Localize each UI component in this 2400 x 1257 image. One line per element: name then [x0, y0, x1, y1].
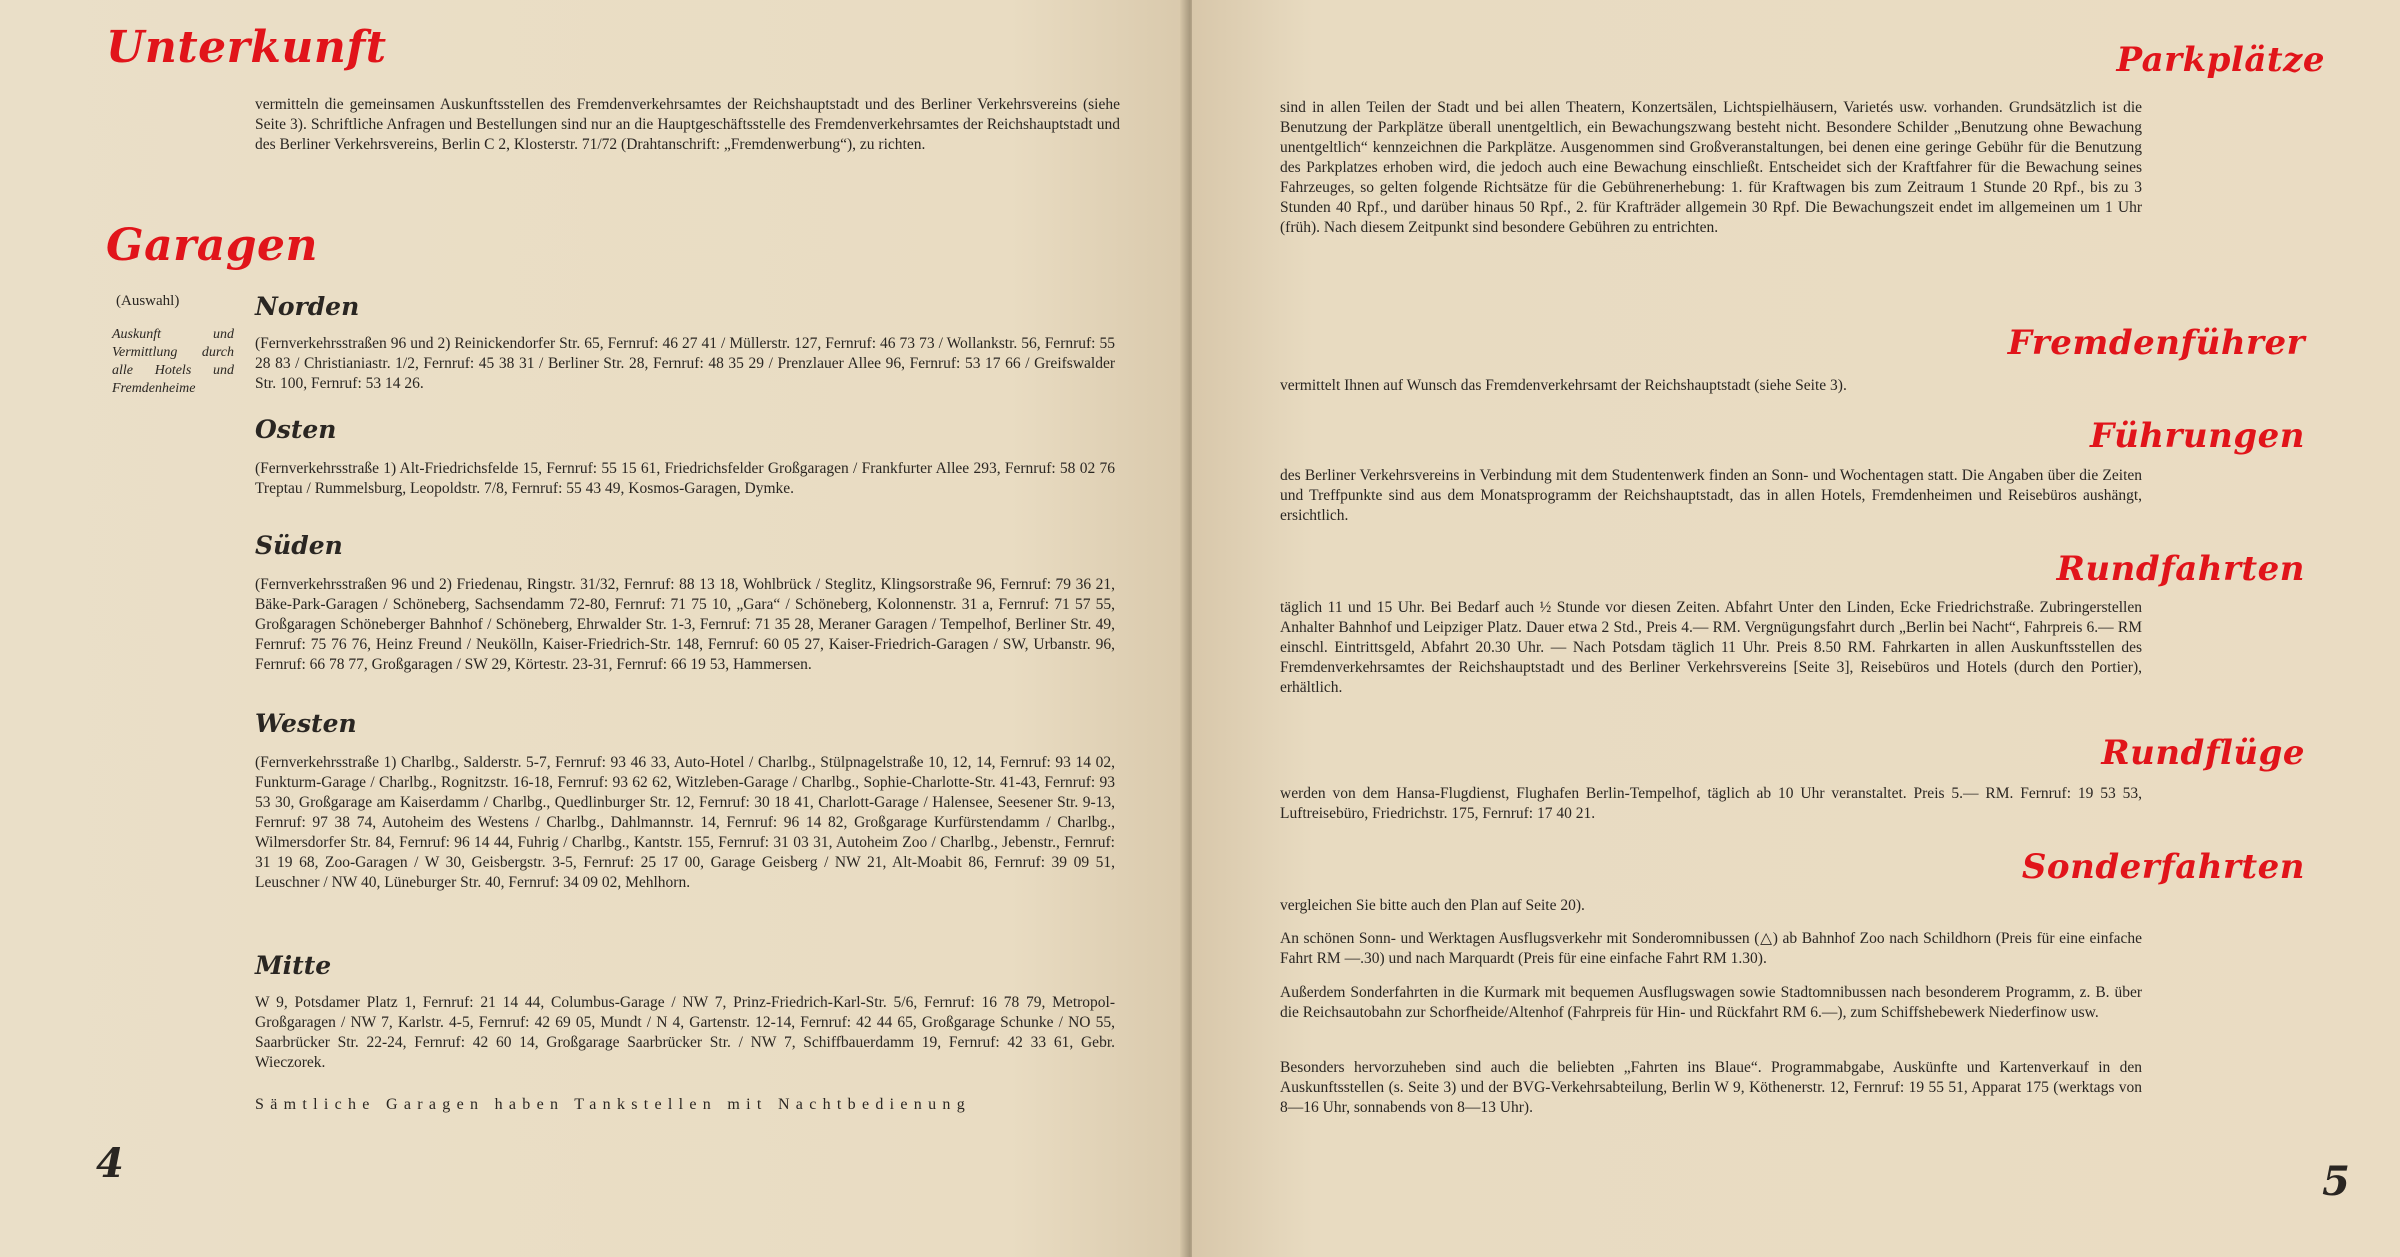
rundfluege-text: werden von dem Hansa-Flugdienst, Flughafen Berlin-Tempelhof, täglich ab 10 Uhr veranstaltet. Preis 5.— RM. Fernruf: 19 53 53, Luftreisebüro, Friedrichstr. 175, Fernruf: 17 40 21. — [1280, 785, 2142, 822]
fremdenfuehrer-text: vermittelt Ihnen auf Wunsch das Fremdenverkehrsamt der Reichshauptstadt (siehe Seite 3). — [1280, 377, 1847, 394]
sonderfahrten-paragraph-4: Besonders hervorzuheben sind auch die beliebten „Fahrten ins Blaue“. Programmabgabe, Auskünfte und Kartenverkauf in den Auskunftsstellen (s. Seite 3) und der BVG-Verkehrsabteilung, Berlin W 9, Köthenerstr. 12, Fernruf: 19 55 51, Apparat 175 (werktags von 8—16 Uhr, sonnabends von 8—13 Uhr). — [1280, 1059, 2142, 1116]
garagen-footer-note: Sämtliche Garagen haben Tankstellen mit Nachtbedienung — [255, 1096, 971, 1113]
district-heading-sueden: Süden — [255, 531, 343, 560]
sonderfahrten-intro: vergleichen Sie bitte auch den Plan auf Seite 20). — [1280, 897, 1585, 914]
district-text-westen: (Fernverkehrsstraße 1) Charlbg., Salderstr. 5-7, Fernruf: 93 46 33, Auto-Hotel / Charlbg., Stülpnagelstraße 10, 12, 14, Fernruf: 93 14 02, Funkturm-Garage / Charlbg., Rognitzstr. 16-18, Fernruf: 93 62 62, Witzleben-Garage / Charlbg., Sophie-Charlotte-Str. 41-43, Fernruf: 93 53 30, Großgarage am Kaiserdamm / Charlbg., Quedlinburger Str. 12, Fernruf: 30 18 41, Charlott-Garage / Halensee, Seesener Str. 9-13, Fernruf: 97 38 74, Autoheim des Westens / Charlbg., Dahlmannstr. 14, Fernruf: 96 14 82, Großgarage Kurfürstendamm / Charlbg., Wilmersdorfer Str. 84, Fernruf: 96 14 44, Fuhrig / Charlbg., Kantstr. 155, Fernruf: 31 03 31, Autoheim Zoo / Charlbg., Jebenstr., Fernruf: 31 19 68, Zoo-Garagen / W 30, Geisbergstr. 3-5, Fernruf: 25 17 00, Garage Geisberg / NW 21, Alt-Moabit 86, Fernruf: 39 09 51, Leuschner / NW 40, Lüneburger Str. 40, Fernruf: 34 09 02, Mehlhorn. — [255, 754, 1115, 891]
heading-garagen: Garagen — [106, 220, 319, 271]
sonderfahrten-paragraph-3: Außerdem Sonderfahrten in die Kurmark mit bequemen Ausflugswagen sowie Stadtomnibussen nach besonderem Programm, z. B. über die Reichsautobahn zur Schorfheide/Altenhof (Fahrpreis für Hin- und Rückfahrt RM 6.—), zum Schiffshebewerk Niederfinow usw. — [1280, 984, 2142, 1021]
parkplaetze-text: sind in allen Teilen der Stadt und bei allen Theatern, Konzertsälen, Lichtspielhäusern, Varietés usw. vorhanden. Grundsätzlich ist die Benutzung der Parkplätze überall unentgeltlich, ein Bewachungszwang besteht nicht. Besondere Schilder „Benutzung ohne Bewachung unentgeltlich“ kennzeichnen die Parkplätze. Ausgenommen sind Großveranstaltungen, bei denen eine geringe Gebühr für die Benutzung des Parkplatzes erhoben wird, die jedoch auch eine Bewachung einschließt. Entscheidet sich der Kraftfahrer für die Bewachung seines Fahrzeuges, so gelten folgende Richtsätze für die Gebührenerhebung: 1. für Kraftwagen bis zum Zeitraum 1 Stunde 20 Rpf., bis zu 3 Stunden 40 Rpf., und darüber hinaus 50 Rpf., 2. für Krafträder allgemein 30 Rpf. Die Bewachungszeit endet im allgemeinen um 1 Uhr (früh). Nach diesem Zeitpunkt sind besondere Gebühren zu entrichten. — [1280, 99, 2142, 236]
page-number-right: 5 — [2322, 1158, 2350, 1205]
unterkunft-text: vermitteln die gemeinsamen Auskunftsstellen des Fremdenverkehrsamtes der Reichshauptstadt und des Berliner Verkehrsvereins (siehe Seite 3). Schriftliche Anfragen und Bestellungen sind nur an die Hauptgeschäftsstelle des Fremdenverkehrsamtes der Reichshauptstadt und des Berliner Verkehrsvereins, Berlin C 2, Klosterstr. 71/72 (Drahtanschrift: „Fremdenwerbung“), zu richten. — [255, 96, 1120, 153]
heading-rundfahrten: Rundfahrten — [2056, 549, 2305, 589]
garagen-side-title: (Auswahl) — [116, 293, 180, 309]
heading-sonderfahrten: Sonderfahrten — [2021, 847, 2305, 887]
district-heading-mitte: Mitte — [255, 951, 332, 980]
district-text-osten: (Fernverkehrsstraße 1) Alt-Friedrichsfelde 15, Fernruf: 55 15 61, Friedrichsfelder Großgaragen / Frankfurter Allee 293, Fernruf: 58 02 76 Treptau / Rummelsburg, Leopoldstr. 7/8, Fernruf: 55 43 49, Kosmos-Garagen, Dymke. — [255, 460, 1115, 497]
district-heading-norden: Norden — [255, 292, 360, 321]
heading-rundfluege: Rundflüge — [2101, 733, 2305, 773]
district-text-mitte: W 9, Potsdamer Platz 1, Fernruf: 21 14 44, Columbus-Garage / NW 7, Prinz-Friedrich-Karl-Str. 5/6, Fernruf: 16 78 79, Metropol-Großgaragen / NW 7, Karlstr. 4-5, Fernruf: 42 69 05, Mundt / N 4, Gartenstr. 12-14, Fernruf: 42 44 65, Großgarage Schunke / NO 55, Saarbrücker Str. 22-24, Fernruf: 42 60 14, Großgarage Saarbrücker Str. / NW 7, Schiffbauerdamm 19, Fernruf: 42 33 61, Gebr. Wieczorek. — [255, 994, 1115, 1071]
left-page — [0, 0, 1188, 1257]
heading-parkplaetze: Parkplätze — [2116, 40, 2325, 80]
heading-fuehrungen: Führungen — [2090, 416, 2305, 456]
page-number-left: 4 — [96, 1140, 124, 1187]
heading-fremdenfuehrer: Fremdenführer — [2007, 323, 2305, 363]
fuehrungen-text: des Berliner Verkehrsvereins in Verbindung mit dem Studentenwerk finden an Sonn- und Wochentagen statt. Die Angaben über die Zeiten und Treffpunkte sind aus dem Monatsprogramm der Reichshauptstadt, das in allen Hotels, Fremdenheimen und Reisebüros aushängt, ersichtlich. — [1280, 467, 2142, 524]
rundfahrten-text: täglich 11 und 15 Uhr. Bei Bedarf auch ½ Stunde vor diesen Zeiten. Abfahrt Unter den Linden, Ecke Friedrichstraße. Zubringerstellen Anhalter Bahnhof und Leipziger Platz. Dauer etwa 2 Std., Preis 4.— RM. Vergnügungsfahrt durch „Berlin bei Nacht“, Fahrpreis 6.— RM einschl. Eintrittsgeld, Abfahrt 20.30 Uhr. — Nach Potsdam täglich 11 Uhr. Preis 8.50 RM. Fahrkarten in allen Auskunftsstellen des Fremdenverkehrsamtes der Reichshauptstadt und des Berliner Verkehrsvereins [Seite 3], Reisebüros und Hotels (durch den Portier), erhältlich. — [1280, 599, 2142, 696]
district-text-sueden: (Fernverkehrsstraßen 96 und 2) Friedenau, Ringstr. 31/32, Fernruf: 88 13 18, Wohlbrück / Steglitz, Klingsorstraße 96, Fernruf: 79 36 21, Bäke-Park-Garagen / Schöneberg, Sachsendamm 72-80, Fernruf: 71 75 10, „Gara“ / Schöneberg, Kolonnenstr. 31 a, Fernruf: 71 57 55, Großgaragen Schöneberger Bahnhof / Schöneberg, Ehrwalder Str. 1-3, Fernruf: 71 35 28, Meraner Garagen / Tempelhof, Berliner Str. 49, Fernruf: 75 76 76, Heinz Freund / Neukölln, Kaiser-Friedrich-Str. 148, Fernruf: 60 05 27, Kaiser-Friedrich-Garagen / SW, Urbanstr. 96, Fernruf: 66 78 77, Großgaragen / SW 29, Körtestr. 23-31, Fernruf: 66 19 53, Hammersen. — [255, 576, 1115, 673]
district-text-norden: (Fernverkehrsstraßen 96 und 2) Reinickendorfer Str. 65, Fernruf: 46 27 41 / Müllerstr. 127, Fernruf: 46 73 73 / Wollankstr. 56, Fernruf: 55 28 83 / Christianiastr. 1/2, Fernruf: 45 38 31 / Berliner Str. 28, Fernruf: 48 35 29 / Prenzlauer Allee 96, Fernruf: 53 17 66 / Greifswalder Str. 100, Fernruf: 53 14 26. — [255, 335, 1115, 392]
district-heading-osten: Osten — [255, 415, 337, 444]
sonderfahrten-paragraph-2: An schönen Sonn- und Werktagen Ausflugsverkehr mit Sonderomnibussen (△) ab Bahnhof Zoo nach Schildhorn (Preis für eine einfache Fahrt RM —.30) und nach Marquardt (Preis für eine einfache Fahrt RM 1.30). — [1280, 930, 2142, 967]
district-heading-westen: Westen — [255, 709, 357, 738]
heading-unterkunft: Unterkunft — [106, 22, 387, 73]
right-page — [1192, 0, 2400, 1257]
garagen-side-note: Auskunft und Vermittlung durch alle Hotels und Fremdenheime — [112, 327, 234, 396]
